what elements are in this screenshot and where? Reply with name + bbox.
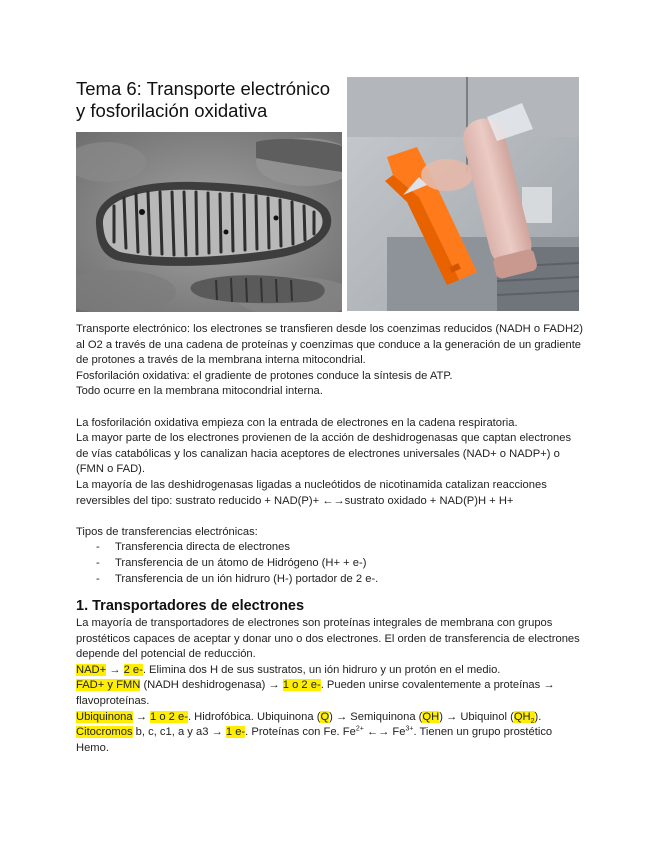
intro-paragraph-3: Todo ocurre en la membrana mitocondrial interna. (76, 385, 323, 398)
paragraph2-line-3: La mayoría de las deshidrogenasas ligadas a nucleótidos de nicotinamida catalizan reacciones reversibles del tipo: sustrato reducido + NAD(P)+ ←→sustrato oxidado + NAD(P)H + H+ (76, 478, 547, 507)
citocromos-line (76, 725, 586, 756)
list-item: - Transferencia de un ión hidruro (H-) portador de 2 e-. (76, 572, 586, 588)
fe-sup-1: 2+ (355, 725, 364, 733)
fad-line (76, 678, 586, 709)
mitochondrion-micrograph (76, 132, 342, 312)
section-1-heading: 1. Transportadores de electrones (76, 598, 305, 615)
transfer-types-list (76, 540, 586, 587)
nad-electrons: 2 e- (123, 663, 143, 676)
ubiquinona-qh2 (514, 711, 535, 723)
citocromos-text-4: . Tienen un grupo prostético Hemo. (76, 726, 553, 754)
fad-text: . Pueden unirse covalentemente a proteínas → flavoproteínas. (76, 679, 555, 708)
ubiquinona-q: Q (320, 710, 330, 723)
nad-name: NAD+ (76, 663, 107, 676)
citocromos-text-1: b, c, c1, a y a3 → (132, 726, 226, 739)
list-item: - Transferencia directa de electrones (76, 540, 586, 556)
document-body (76, 322, 586, 756)
list-item: - Transferencia de un átomo de Hidrógeno (H+ + e-) (76, 556, 586, 572)
arrow: → (132, 710, 151, 723)
ubiquinona-text-1: . Hidrofóbica. Ubiquinona ( (187, 710, 321, 723)
ubiquinona-text-3: ) → Ubiquinol ( (439, 710, 514, 723)
citocromos-electrons: 1 e- (225, 726, 246, 739)
citocromos-name: Citocromos (76, 726, 133, 739)
nad-text: . Elimina dos H de sus sustratos, un ión hidruro y un protón en el medio. (142, 663, 501, 676)
arrow: → (106, 663, 124, 676)
title-line-2: y fosforilación oxidativa (76, 100, 268, 121)
intro-paragraph-2: Fosforilación oxidativa: el gradiente de protones conduce la síntesis de ATP. (76, 369, 453, 382)
ubiquinona-line (76, 710, 586, 726)
ubiquinona-text-4: ). (534, 710, 542, 723)
qh2-base: QH (513, 710, 531, 723)
ubiquinona-name: Ubiquinona (76, 710, 133, 723)
ubiquinona-qh: QH (422, 710, 440, 723)
fad-paren: (NADH deshidrogenasa) → (140, 679, 283, 692)
paragraph2-line-2: La mayor parte de los electrones provienen de la acción de deshidrogenasas que captan electrones de vías catabólicas y los canalizan hacia aceptores de electrones universales (NAD+ o NADP+) o (FMN o FAD). (76, 432, 572, 476)
nad-line (76, 663, 586, 679)
paragraph2-line-1: La fosforilación oxidativa empieza con la entrada de electrones en la cadena respiratoria. (76, 416, 518, 429)
title-line-1: Tema 6: Transporte electrónico (76, 78, 330, 99)
citocromos-text-2: . Proteínas con Fe. Fe (245, 726, 356, 739)
fad-electrons: 1 o 2 e- (282, 679, 321, 692)
page-title (76, 78, 346, 122)
ubiquinona-text-2: ) → Semiquinona ( (329, 710, 423, 723)
fad-name: FAD+ y FMN (76, 679, 141, 692)
citocromos-text-3: ←→ Fe (363, 726, 406, 739)
ubiquinona-electrons: 1 o 2 e- (150, 710, 188, 723)
transfer-types-heading: Tipos de transferencias electrónicas: (76, 525, 258, 538)
section-1-intro: La mayoría de transportadores de electrones son proteínas integrales de membrana con grupos prostéticos capaces de aceptar y donar uno o dos electrones. El orden de transferencia de electrones depende del potencial de reducción. (76, 617, 580, 661)
qh2-sub: 2 (530, 717, 535, 725)
fe-sup-2: 3+ (405, 725, 414, 733)
intro-paragraph-1: Transporte electrónico: los electrones se transfieren desde los coenzimas reducidos (NADH o FADH2) al O2 a través de una cadena de proteínas y coenzimas que conduce a la generación de un gradiente de protones a través de la membrana interna mitocondrial. (76, 323, 583, 367)
model-photo (347, 77, 579, 311)
